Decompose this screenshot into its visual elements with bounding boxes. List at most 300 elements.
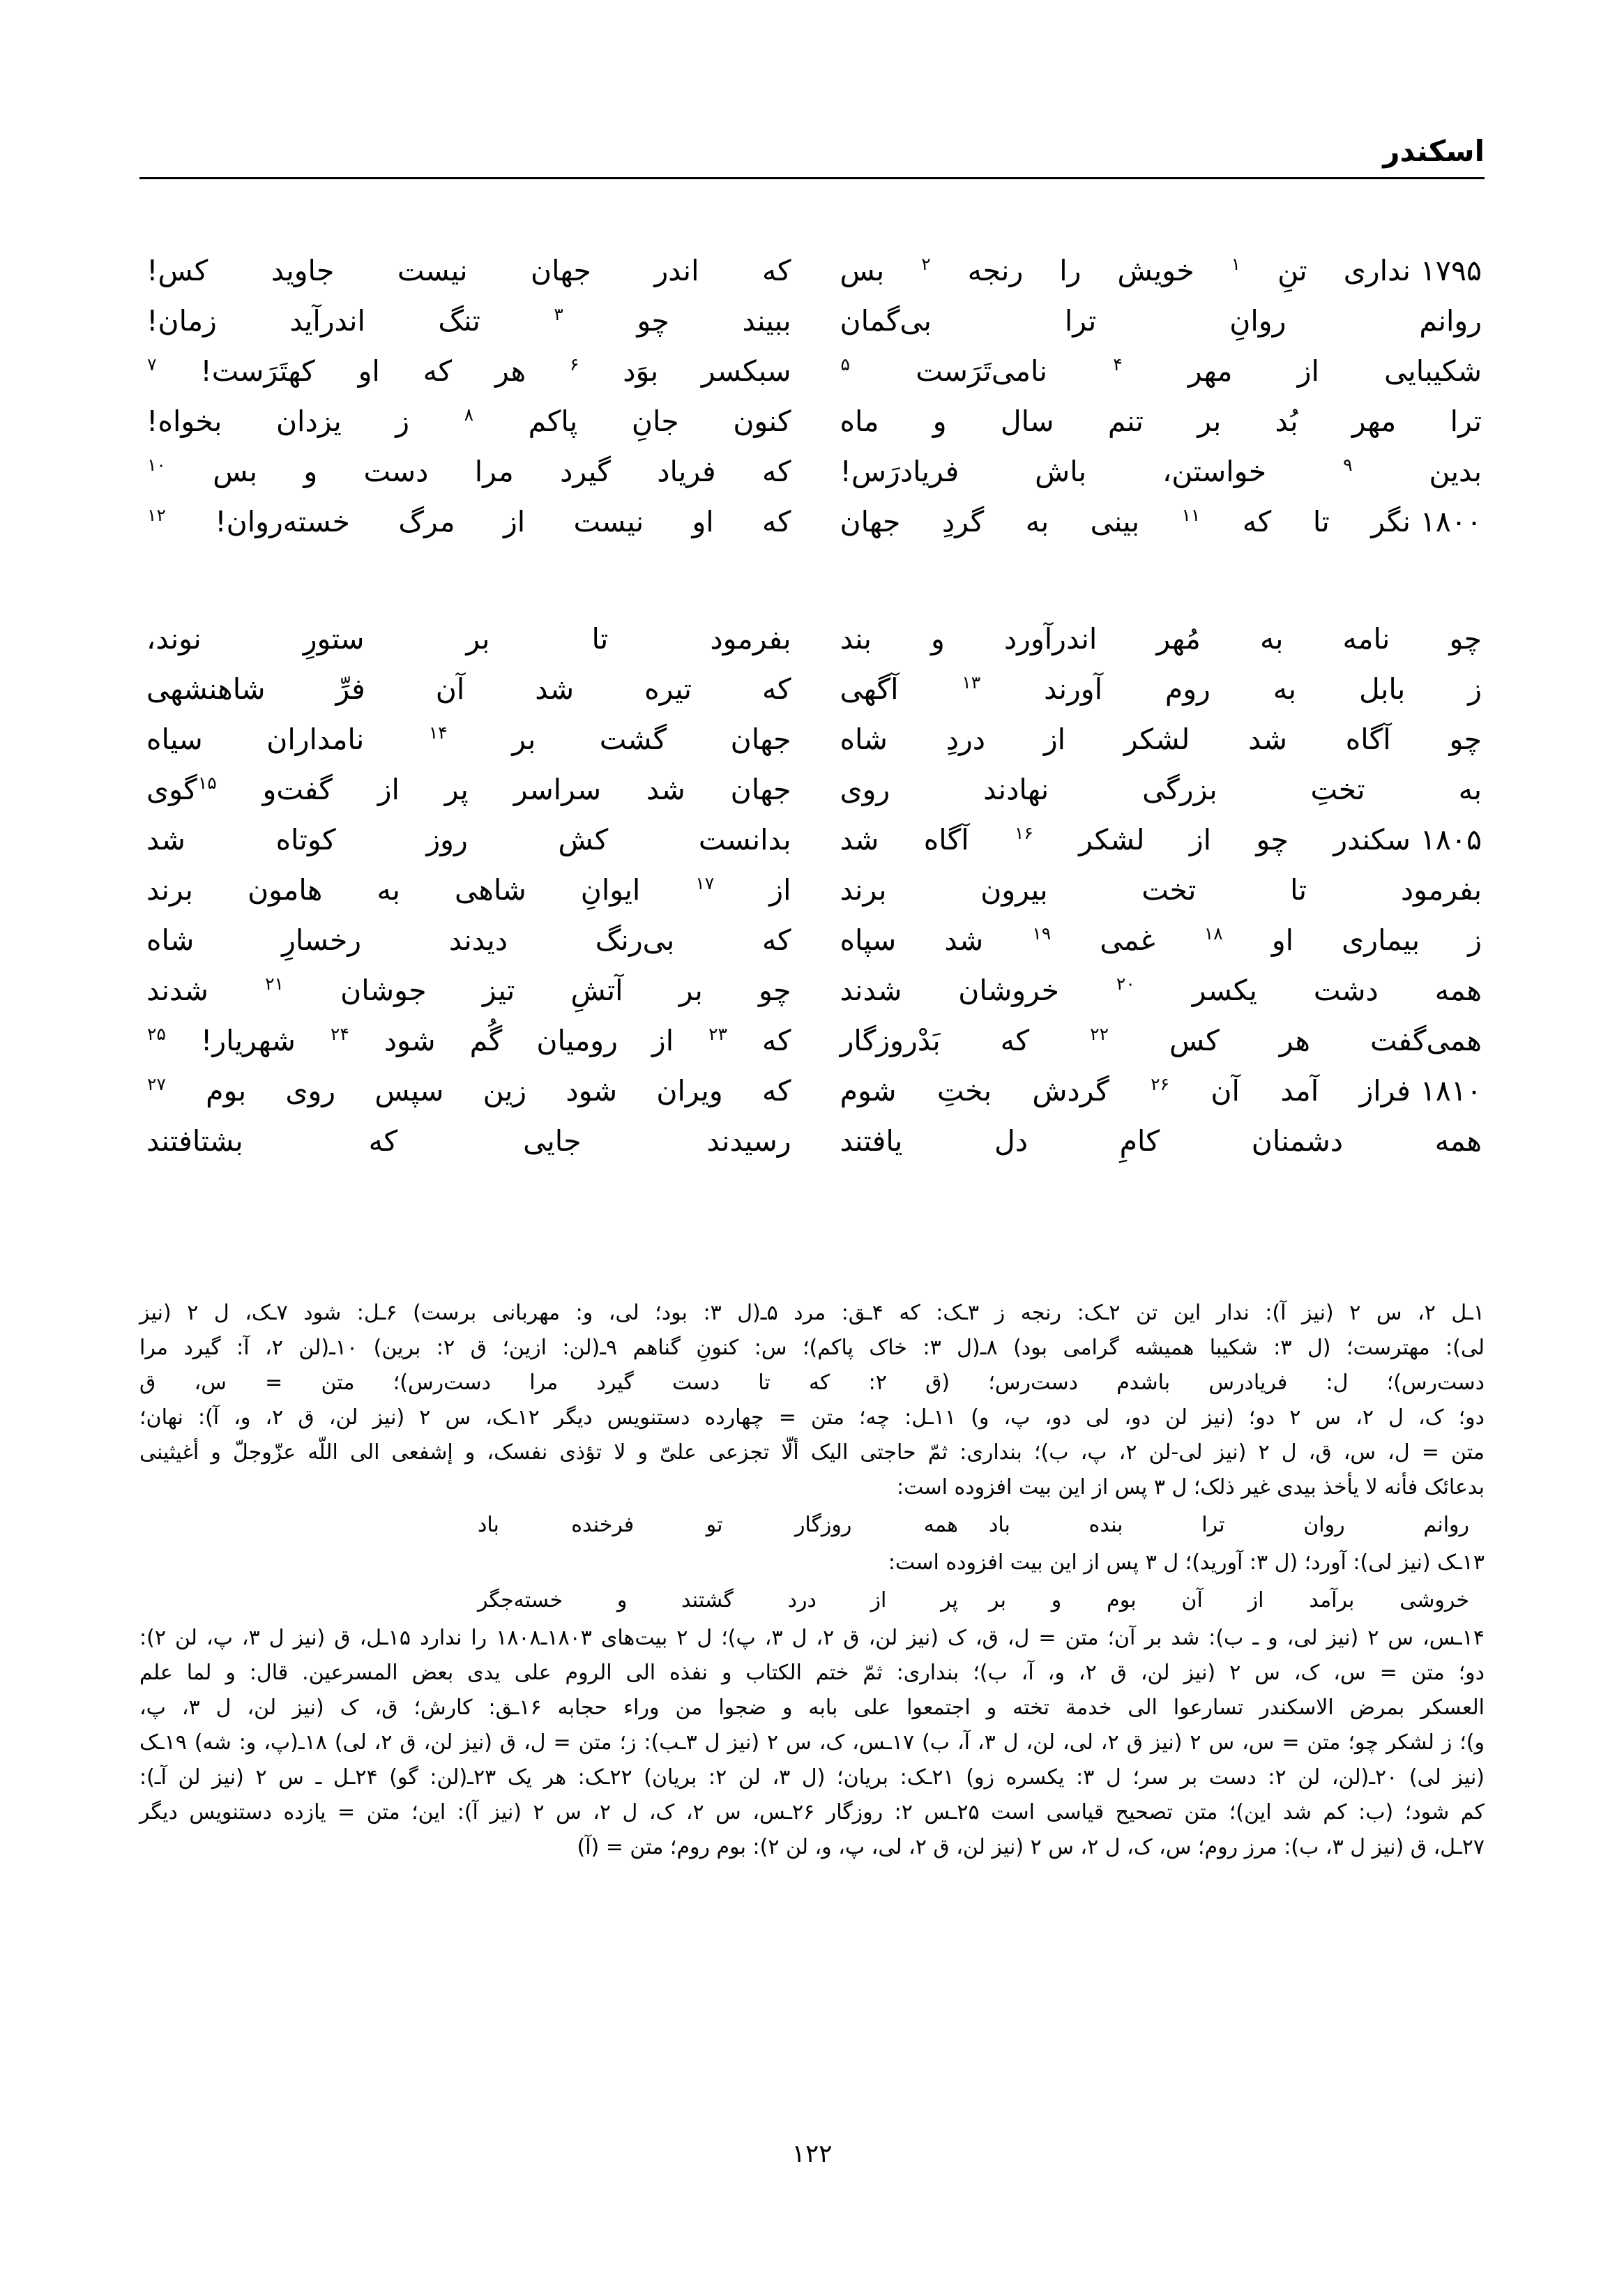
verse-number: ۱۸۱۰ [1420,1074,1482,1108]
inset-word: آن [1181,1588,1203,1612]
hemistich-words [840,815,1411,865]
footnote-marker: ۸ [464,405,474,425]
hemistich-second [139,965,812,1015]
hemistich-first [812,396,1485,446]
verse-word: هر [494,354,526,388]
apparatus-note-13: ۱۳ـک (نیز لی): آورد؛ (ل ۳: آورید)؛ ل ۳ پس از این بیت افزوده است: [888,1550,1485,1575]
verse-word: و [932,405,947,438]
verse-word: او [1271,923,1294,957]
verse-word: کس! [146,254,208,287]
verse-word: سپاه [840,923,897,957]
verse-word: که [1242,505,1272,538]
verse-word: بشتافتند [146,1124,243,1158]
inset-word: درد [787,1588,817,1612]
apparatus-tail-line-2: دو؛ متن = س، ک، س ۲ (نیز لن، ق ۲، و، آ، ب)؛ بنداری: ثمّ ختم الکتاب و نفذه الی الروم علی یدی بعض المسرعین. قال: و لما علم [139,1661,1485,1685]
footnote-marker: ۱۵ [197,773,217,794]
hemistich-words [146,446,791,497]
verse-word: جهان [730,723,791,756]
verse-word: آن [435,672,465,706]
verse-word: که [761,1024,791,1057]
verse-word: برند [840,873,887,907]
verse-word: کهتَرَست! [200,354,315,388]
footnote-marker: ۲ [921,254,931,275]
footnote-marker: ۱۷ [695,873,715,894]
verse-word [330,1015,350,1066]
verse-word: نگر [1371,505,1411,538]
hemistich-words [840,664,1482,714]
footnote-marker: ۴ [1113,354,1123,375]
verse-word: بُد [1275,405,1298,438]
verse-word: گفت‌و [262,773,333,806]
hemistich-first [812,1066,1485,1116]
inset-word: روانم [1423,1513,1469,1537]
verse-word: رنجه [967,254,1024,287]
apparatus-line-2: لی): مهترست؛ (ل ۳: شکیبا همیشه گرامی بود) ۸ـ(ل ۳: خاک پاکم)؛ س: کنونِ گناهم ۹ـ(لن: ازین؛ ق ۲: برین) ۱۰ـ(لن ۲، آ: گیرد مرا [139,1336,1485,1360]
apparatus-line-3: دست‌رس)؛ ل: فریادرس باشدم دست‌رس؛ (ق ۲: که تا دست گیرد مرا دست‌رس)؛ متن = س، ق [139,1370,1485,1395]
inset-word: و [1051,1588,1062,1612]
footnote-marker: ۹ [1343,455,1353,476]
verse-word: او [358,354,380,388]
hemistich-second [139,296,812,346]
verse-word: چو [1449,622,1482,656]
footnote-marker: ۱۱ [1181,505,1201,526]
verse-word: تنِ [1277,254,1307,287]
footnote-marker: ۱۴ [428,723,448,743]
hemistich-words [146,1015,791,1066]
hemistich-second [139,664,812,714]
verse-word: جانِ [631,405,679,438]
verse-word: کنون [733,405,791,438]
apparatus-tail-line-7: ۲۷ـل، ق (نیز ل ۳، ب): مرز روم؛ س، ک، ل ۲، س ۲ (نیز لن، ق ۲، لی، پ، و، لن ۲): بوم روم؛ متن = (آ) [577,1835,1485,1859]
verse-word: تا [1290,873,1307,907]
verse-word: گُم [469,1024,503,1057]
inset-word: گشتند [681,1588,734,1612]
verse-word: بر [678,974,703,1007]
verse-word: را [1059,254,1082,287]
hemistich-words [146,764,791,815]
inset-word: تو [706,1513,723,1537]
verse-word: بفرمود [1400,873,1482,907]
footnote-marker: ۲۷ [147,1074,166,1095]
verse-line [139,865,1485,915]
verse-word [569,346,579,396]
hemistich-first [812,346,1485,396]
verse-word: بر [466,622,490,656]
footnote-marker: ۲۱ [265,974,284,995]
verse-word: روم [1164,672,1211,706]
hemistich-first [812,446,1485,497]
footnote-marker: ۲۵ [147,1024,166,1045]
verse-word: خویش [1117,254,1194,287]
verse-word: چو [1256,823,1289,856]
inset-word: روزگار [794,1513,852,1537]
verse-line [139,1066,1485,1116]
hemistich-words [840,764,1482,815]
verse-line [139,1015,1485,1066]
footnote-marker: ۱۰ [147,455,166,476]
verse-word: جهان [840,505,901,538]
verse-word: برند [146,873,193,907]
verse-word: کوتاه [275,823,336,856]
verse-word: هر [1279,1024,1310,1057]
verse-word: از [1189,823,1212,856]
hemistich-second [139,815,812,865]
verse-word: دردِ [946,723,986,756]
inset-word: بر [989,1588,1006,1612]
verse-word: سال [1000,405,1054,438]
verse-word: که [1000,1024,1030,1057]
inset-word: بنده [1088,1513,1123,1537]
verse-word: که [761,254,791,287]
verse-word: از [769,873,791,907]
apparatus-inset-verse-1 [462,1508,1485,1543]
verse-word: جوشان [340,974,427,1007]
verse-word [1031,915,1052,965]
verse-word: فراز [1359,1074,1411,1108]
verse-word: بدانست [698,823,791,856]
verse-word: رخسارِ [282,923,362,957]
verse-word: غمی [1100,923,1155,957]
verse-word: خسته‌روان! [215,505,351,538]
hemistich-words [146,1066,791,1116]
verse-word: بخواه! [146,405,222,438]
footnote-marker: ۲۲ [1090,1024,1109,1045]
verse-word: نداری [1343,254,1411,287]
verse-word: بر [1197,405,1222,438]
verse-word: آگاه [923,823,969,856]
verse-word: ز [395,405,410,438]
verse-line [139,965,1485,1015]
verse-word: جاوید [271,254,335,287]
hemistich-words [146,614,791,664]
verse-word: ستورِ [303,622,365,656]
verse-word: کس [1169,1024,1220,1057]
critical-apparatus [139,1296,1485,1865]
hemistich-second [139,865,812,915]
hemistich-words [840,965,1482,1015]
verse-word: همی‌گفت [1369,1024,1482,1057]
verse-word: بیماری [1342,923,1420,957]
hemistich-first [812,1116,1485,1166]
verse-word [1150,1066,1170,1116]
verse-word: که [368,1124,398,1158]
verse-word: آگاه [1345,723,1391,756]
hemistich-second [139,245,812,296]
verse-word: به [377,873,400,907]
verse-word: که [761,923,791,957]
apparatus-tail-line-4: و)؛ ز لشکر چو؛ متن = س، س ۲ (نیز ق ۲، لی، لن، ل ۳، آ، ب) ۱۷ـس، ک، س ۲ (نیز ل ۳ـب): ز؛ متن = ل، ق (نیز لن، ق ۲، لی) ۱۸ـ(پ، و: شه) ۱۹ـک [139,1730,1485,1755]
hemistich-words [146,497,791,547]
verse-word: کامِ [1119,1124,1160,1158]
hemistich-first [812,915,1485,965]
verse-word: لشکر [1123,723,1190,756]
verse-word: گشت [599,723,667,756]
verse-word: زین [483,1074,527,1108]
verse-word: سبکسر [701,354,791,388]
verse-word: شود [566,1074,618,1108]
verse-line [139,446,1485,497]
verse-word: آورند [1044,672,1102,706]
verse-word: شد [146,823,185,856]
verse-word: شاه [146,923,195,957]
hemistich-second [139,1066,812,1116]
verse-word: نامداران [266,723,365,756]
verse-word: پر [444,773,469,806]
verse-word: آگهی [840,672,899,706]
footnote-marker: ۶ [570,354,579,375]
verse-line [139,664,1485,714]
verse-word: نامه [1342,622,1390,656]
footnote-marker: ۱۳ [962,672,981,693]
hemistich-first [812,614,1485,664]
verse-word: زمان! [146,304,217,338]
hemistich-first [812,815,1485,865]
footnote-marker: ۱۲ [147,505,166,526]
hemistich-words [840,346,1482,396]
verse-word: دشمنان [1251,1124,1344,1158]
hemistich-words [840,245,1411,296]
inset-hemistich [973,1583,1485,1618]
verse-line [139,245,1485,296]
hemistich-first [812,714,1485,764]
verse-word [961,664,981,714]
verse-word [464,396,474,446]
hemistich-words [146,296,791,346]
verse-word: شد [1248,723,1287,756]
verse-word: به [1259,622,1284,656]
verse-word: ایوانِ [580,873,641,907]
page-header [139,134,1485,199]
verse-word: دیدند [448,923,508,957]
verse-word [553,296,563,346]
apparatus-tail-line-6: کم شود؛ (ب: کم شد این)؛ متن تصحیح قیاسی است ۲۵ـس ۲: روزگار ۲۶ـس، س ۲، ک، ل ۲، س ۲ (نیز آ): این؛ متن = یازده دستنویس دیگر [139,1800,1485,1824]
verse-word [146,1015,167,1066]
hemistich-words [840,865,1482,915]
verse-word: بدین [1429,455,1482,488]
verse-word: ز [1468,672,1482,706]
hemistich-second [139,1015,812,1066]
verse-word: رسیدند [706,1124,791,1158]
hemistich-words [840,1116,1482,1166]
verse-word: شد [944,923,984,957]
verse-line [139,614,1485,664]
verse-word [1231,245,1241,296]
verse-word: فریاد [657,455,716,488]
inset-word: از [1247,1588,1264,1612]
inset-hemistich [462,1508,973,1543]
verse-word [840,346,851,396]
hemistich-second [139,346,812,396]
verse-word: بی‌گمان [840,304,932,338]
verse-word: چو [637,304,669,338]
hemistich-first [812,764,1485,815]
verse-word: نیست [397,254,468,287]
verse-word: شد [535,672,575,706]
inset-word: خسته‌جگر [478,1588,563,1612]
inset-word: برآمد [1309,1588,1355,1612]
footnote-marker: ۱ [1231,254,1241,275]
verse-word: باش [1035,455,1087,488]
hemistich-words [146,396,791,446]
hemistich-first [812,865,1485,915]
verse-word: یزدان [275,405,342,438]
hemistich-words [146,865,791,915]
verse-word: شکیبایی [1384,354,1482,388]
verse-word: کش [558,823,609,856]
verse-word: ماه [840,405,879,438]
verse-word: سکندر [1333,823,1411,856]
verse-word [920,245,931,296]
verse-word: او [692,505,714,538]
hemistich-first [812,245,1485,296]
verse-word: گردِ [941,505,985,538]
inset-word: فرخنده [571,1513,635,1537]
verse-word [1089,1015,1109,1066]
inset-word: باد [988,1513,1010,1537]
verse-word: رومیان [536,1024,618,1057]
verse-word: روی [840,773,890,806]
verse-word: بفرمود [710,622,791,656]
verse-word [264,965,284,1015]
verse-word: که [761,505,791,538]
verse-word: نیست [573,505,644,538]
apparatus-line-5: متن = ل، س، ق، ل ۲ (نیز لی-لن ۲، پ، ب)؛ بنداری: ثمّ حاجتی الیک ألّا تجزعی علیّ و لا تؤذی نفسک، و إشفعی الی اللّه عزّوجلّ و أغیثینی [139,1440,1485,1465]
verse-word [695,865,715,915]
verse-word: جهان [730,773,791,806]
verse-word: تا [591,622,609,656]
verse-word: روی [285,1074,336,1108]
verse-word: بابل [1358,672,1406,706]
verse-word: بس [213,455,257,488]
verse-word: ز [1468,923,1482,957]
verse-word: دست [363,455,429,488]
verse-word: بیرون [980,873,1048,907]
verse-word: شاه [840,723,888,756]
verse-word: آتشِ [570,974,623,1007]
verse-line [139,497,1485,547]
verse-word: فرِّ [335,672,365,706]
verse-word: به [1025,505,1049,538]
hemistich-words [146,815,791,865]
apparatus-tail-line-1: ۱۴ـس، س ۲ (نیز لی، و ـ ب): شد بر آن؛ متن = ل، ق، ک (نیز لن، ق ۲، ل ۳، پ)؛ ل ۲ بیت‌های ۱۸۰۳ـ۱۸۰۸ را ندارد ۱۵ـل، ق (نیز ل ۳، پ، لن ۲): [139,1626,1485,1650]
verse-word: و [303,455,318,488]
verse-line [139,815,1485,865]
verse-word: تیز [482,974,515,1007]
hemistich-second [139,1116,812,1166]
verse-word: از [651,1024,674,1057]
verse-line [139,1116,1485,1166]
verse-word [1116,965,1136,1015]
verse-line [139,346,1485,396]
apparatus-tail-line-5: (نیز لی) ۲۰ـ(لن، لن ۲: دست بر سر؛ ل ۳: یکسره زو) ۲۱ـک: بریان؛ (ل ۳، لن ۲: بریان) ۲۲ـک: هر یک ۲۳ـ(لن: گو) ۲۴ـل ـ س ۲ (نیز لن آـ): [139,1765,1485,1790]
hemistich-words [840,1066,1411,1116]
apparatus-line-1: ۱ـل ۲، س ۲ (نیز آ): ندار این تن ۲ـک: رنجه ز ۳ـک: که ۴ـق: مرد ۵ـ(ل ۳: بود؛ لی، و: مهربانی برست) ۶ـل: شود ۷ـک، ل ۲ (نیز [139,1301,1485,1325]
verse-word: تیره [644,672,692,706]
hemistich-words [840,497,1411,547]
verse-word: شود [384,1024,436,1057]
verse-word: اندرآید [289,304,365,338]
verse-word: سپس [374,1074,444,1108]
hemistich-second [139,764,812,815]
verse-word: تنگ [438,304,480,338]
verse-word: فریادرَس! [840,455,959,488]
verse-word: بوَد [623,354,659,388]
verse-word: یکسر [1192,974,1257,1007]
verse-word [146,446,167,497]
verse-word [1181,497,1201,547]
verse-word: روانِ [1229,304,1287,338]
verse-word: بینی [1090,505,1139,538]
verse-word: خواستن، [1162,455,1267,488]
hemistich-words [840,1015,1482,1066]
folio-number: ۱۲۲ [791,2140,833,2168]
verse-word: نامی‌تَرَست [916,354,1047,388]
verse-word: هامون [248,873,323,907]
verse-number: ۱۸۰۵ [1420,823,1482,856]
verse-word: نهادند [983,773,1049,806]
verse-word [1342,446,1353,497]
verse-word: ببیند [742,304,791,338]
verse-word: تختِ [1310,773,1365,806]
verse-word: شهریار! [200,1024,296,1057]
verse-word: ویران [656,1074,723,1108]
hemistich-second [139,446,812,497]
running-head: اسکندر [1383,134,1485,168]
verse-word: بَدْروزگار [840,1024,941,1057]
verse-word: $^{۱۵}$گوی [146,773,217,806]
hemistich-words [840,614,1482,664]
footnote-marker: ۲۴ [330,1024,349,1045]
verse-word: ترا [1064,304,1097,338]
verse-word: بس [840,254,885,287]
hemistich-words [840,915,1482,965]
inset-word: از [870,1588,887,1612]
inset-word: خروشی [1399,1588,1469,1612]
verse-word: تخت [1141,873,1197,907]
verse-word: بختِ [936,1074,992,1108]
verse-word: تنم [1107,405,1144,438]
verse-word: مهر [1187,354,1233,388]
inset-word: بوم [1107,1588,1137,1612]
verse-word: آن [1211,1074,1240,1108]
verse-word: سراسر [513,773,602,806]
verse-word: جهان [531,254,591,287]
verse-word: بند [840,622,872,656]
hemistich-first [812,1015,1485,1066]
verse-word: بزرگی [1142,773,1217,806]
verse-word: دشت [1313,974,1379,1007]
verse-word [708,1015,728,1066]
verse-word: همه [1434,1124,1482,1158]
footnote-marker: ۱۶ [1014,823,1033,844]
verse-word: از [503,505,526,538]
verse-word [146,497,167,547]
verse-line [139,714,1485,764]
verse-word [1204,915,1224,965]
verse-number: ۱۸۰۰ [1420,505,1482,538]
verse-word: که [761,1074,791,1108]
verse-line [139,915,1485,965]
hemistich-second [139,614,812,664]
verse-block-1 [139,245,1485,547]
inset-word: همه [923,1513,958,1537]
verse-word: پاکم [528,405,578,438]
verse-word: گردش [1032,1074,1109,1108]
inset-word: ترا [1201,1513,1225,1537]
verse-word: به [1458,773,1482,806]
verse-word: خروشان [958,974,1059,1007]
hemistich-words [840,296,1482,346]
